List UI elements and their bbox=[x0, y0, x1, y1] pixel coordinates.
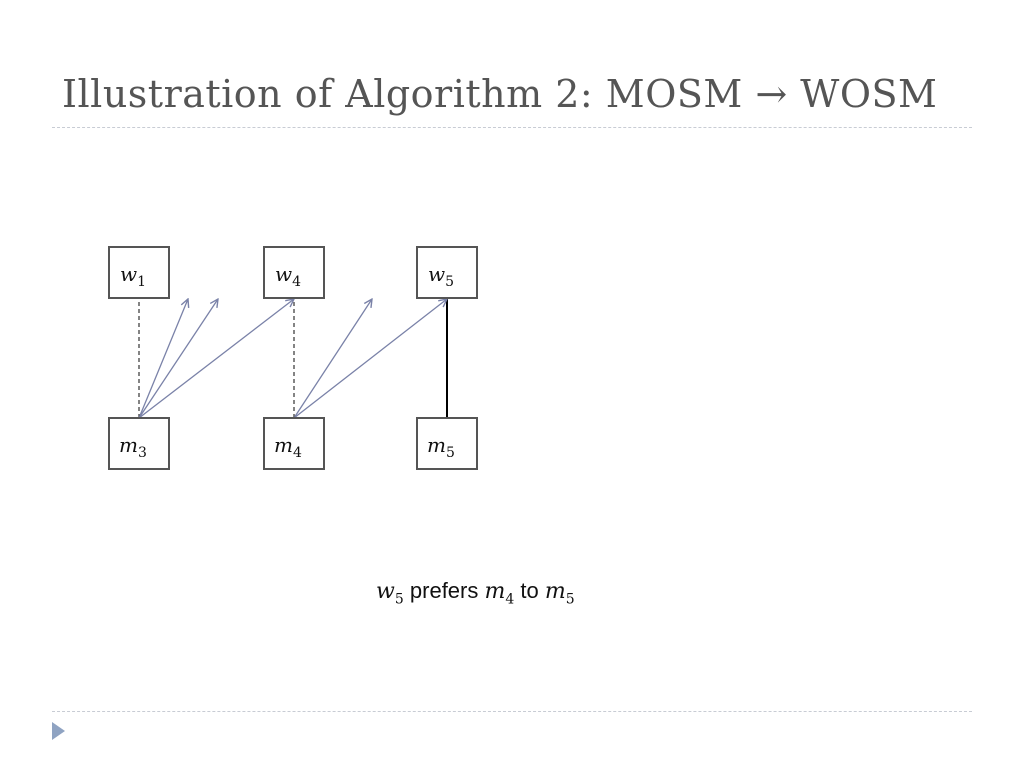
node-w4 bbox=[264, 247, 324, 298]
caption-prefers: prefers bbox=[409, 578, 479, 603]
slide-title: Illustration of Algorithm 2: MOSM → WOSM bbox=[62, 72, 938, 116]
caption bbox=[376, 578, 575, 607]
caption-to: to bbox=[520, 578, 539, 603]
triangle-right-icon bbox=[52, 722, 65, 740]
proposal-arrow bbox=[294, 299, 372, 418]
footer-divider bbox=[52, 711, 972, 712]
caption-var-b: $m_4$ bbox=[484, 579, 515, 608]
svg-text:w5: w5 bbox=[428, 262, 455, 290]
svg-text:m4: m4 bbox=[274, 433, 302, 461]
proposal-arrow bbox=[139, 299, 218, 418]
node-w5 bbox=[417, 247, 477, 298]
svg-text:m3: m3 bbox=[119, 433, 147, 461]
node-m4 bbox=[264, 418, 324, 469]
node-m5 bbox=[417, 418, 477, 469]
node-w1 bbox=[109, 247, 169, 298]
caption-var-c: $m_5$ bbox=[544, 579, 575, 608]
proposal-arrow bbox=[139, 299, 294, 418]
svg-text:w1: w1 bbox=[120, 262, 147, 290]
svg-text:m5: m5 bbox=[427, 433, 455, 461]
svg-text:w4: w4 bbox=[275, 262, 302, 290]
caption-var-a: $w_5$ bbox=[376, 579, 404, 608]
node-m3 bbox=[109, 418, 169, 469]
proposal-arrow bbox=[294, 299, 447, 418]
proposal-arrow bbox=[139, 299, 188, 418]
